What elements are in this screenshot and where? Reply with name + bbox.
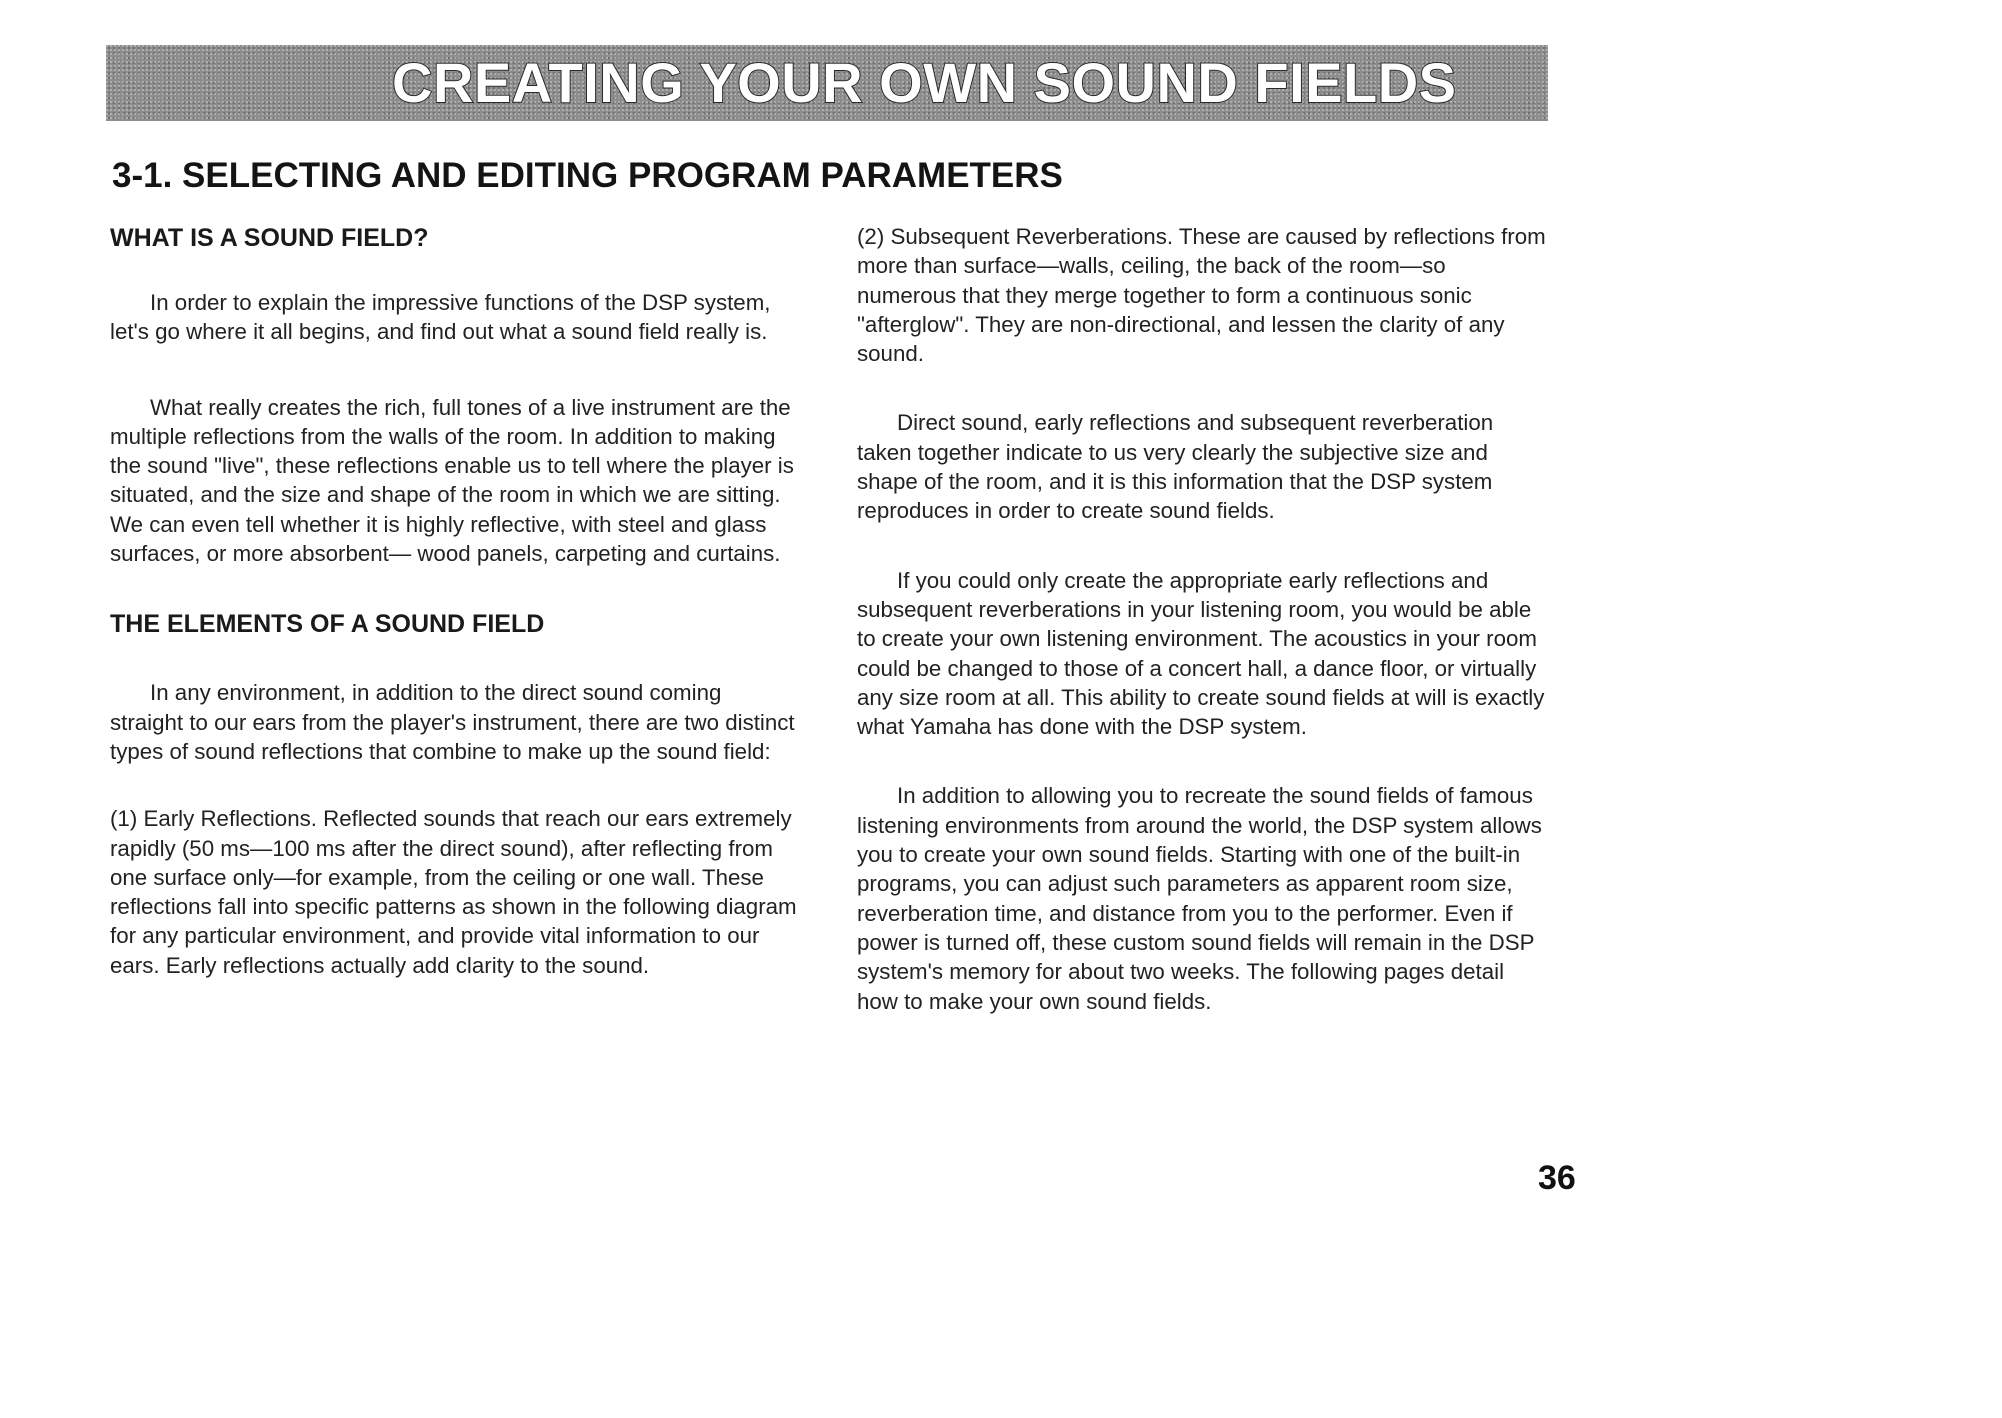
page-number: 36: [1538, 1159, 1576, 1197]
paragraph-direct-sound: Direct sound, early reflections and subsequent reverberation taken together indicate to us very clearly the subjective size and shape of the room, and it is this information that the DSP system reproduces in order to create sound fields.: [857, 410, 1494, 524]
left-column: [110, 222, 800, 980]
paragraph-subsequent-reverberations: (2) Subsequent Reverberations. These are caused by reflections from more than surface—walls, ceiling, the back of the room—so numerous that they merge together to form a continuous sonic "afterglow". They are non-directional, and lessen the clarity of any sound.: [857, 224, 1546, 367]
banner-title: CREATING YOUR OWN SOUND FIELDS: [392, 51, 1457, 114]
paragraph-elements: In any environment, in addition to the direct sound coming straight to our ears from the player's instrument, there are two distinct types of sound reflections that combine to make up the sound field:: [110, 680, 795, 764]
paragraph-custom-sound-fields: In addition to allowing you to recreate the sound fields of famous listening environments from around the world, the DSP system allows you to create your own sound fields. Starting with one of the built-in programs, you can adjust such parameters as apparent room size, reverberation time, and distance from you to the performer. Even if power is turned off, these custom sound fields will remain in the DSP system's memory for about two weeks. The following pages detail how to make your own sound fields.: [857, 783, 1542, 1014]
paragraph-reflections: What really creates the rich, full tones of a live instrument are the multiple reflections from the walls of the room. In addition to making the sound "live", these reflections enable us to tell where the player is situated, and the size and shape of the room in which we are sitting. We can even tell whether it is highly reflective, with steel and glass surfaces, or more absorbent— wood panels, carpeting and curtains.: [110, 394, 794, 567]
heading-elements-sound-field: THE ELEMENTS OF A SOUND FIELD: [110, 610, 545, 639]
title-banner: [106, 45, 1548, 121]
right-column: [857, 222, 1547, 1016]
heading-what-is-sound-field: WHAT IS A SOUND FIELD?: [110, 224, 429, 252]
paragraph-listening-environment: If you could only create the appropriate early reflections and subsequent reverberations in your listening room, you would be able to create your own listening environment. The acoustics in your room could be changed to those of a concert hall, a dance floor, or virtually any size room at all. This ability to create sound fields at will is exactly what Yamaha has done with the DSP system.: [857, 567, 1545, 740]
paragraph-early-reflections: (1) Early Reflections. Reflected sounds that reach our ears extremely rapidly (50 ms—100 ms after the direct sound), after reflecting from one surface only—for example, from the ceiling or one wall. These reflections fall into specific patterns as shown in the following diagram for any particular environment, and provide vital information to our ears. Early reflections actually add clarity to the sound.: [110, 806, 797, 978]
paragraph-intro: In order to explain the impressive functions of the DSP system, let's go where it all begins, and find out what a sound field really is.: [110, 290, 771, 345]
section-title: 3-1. SELECTING AND EDITING PROGRAM PARAMETERS: [112, 156, 1063, 195]
